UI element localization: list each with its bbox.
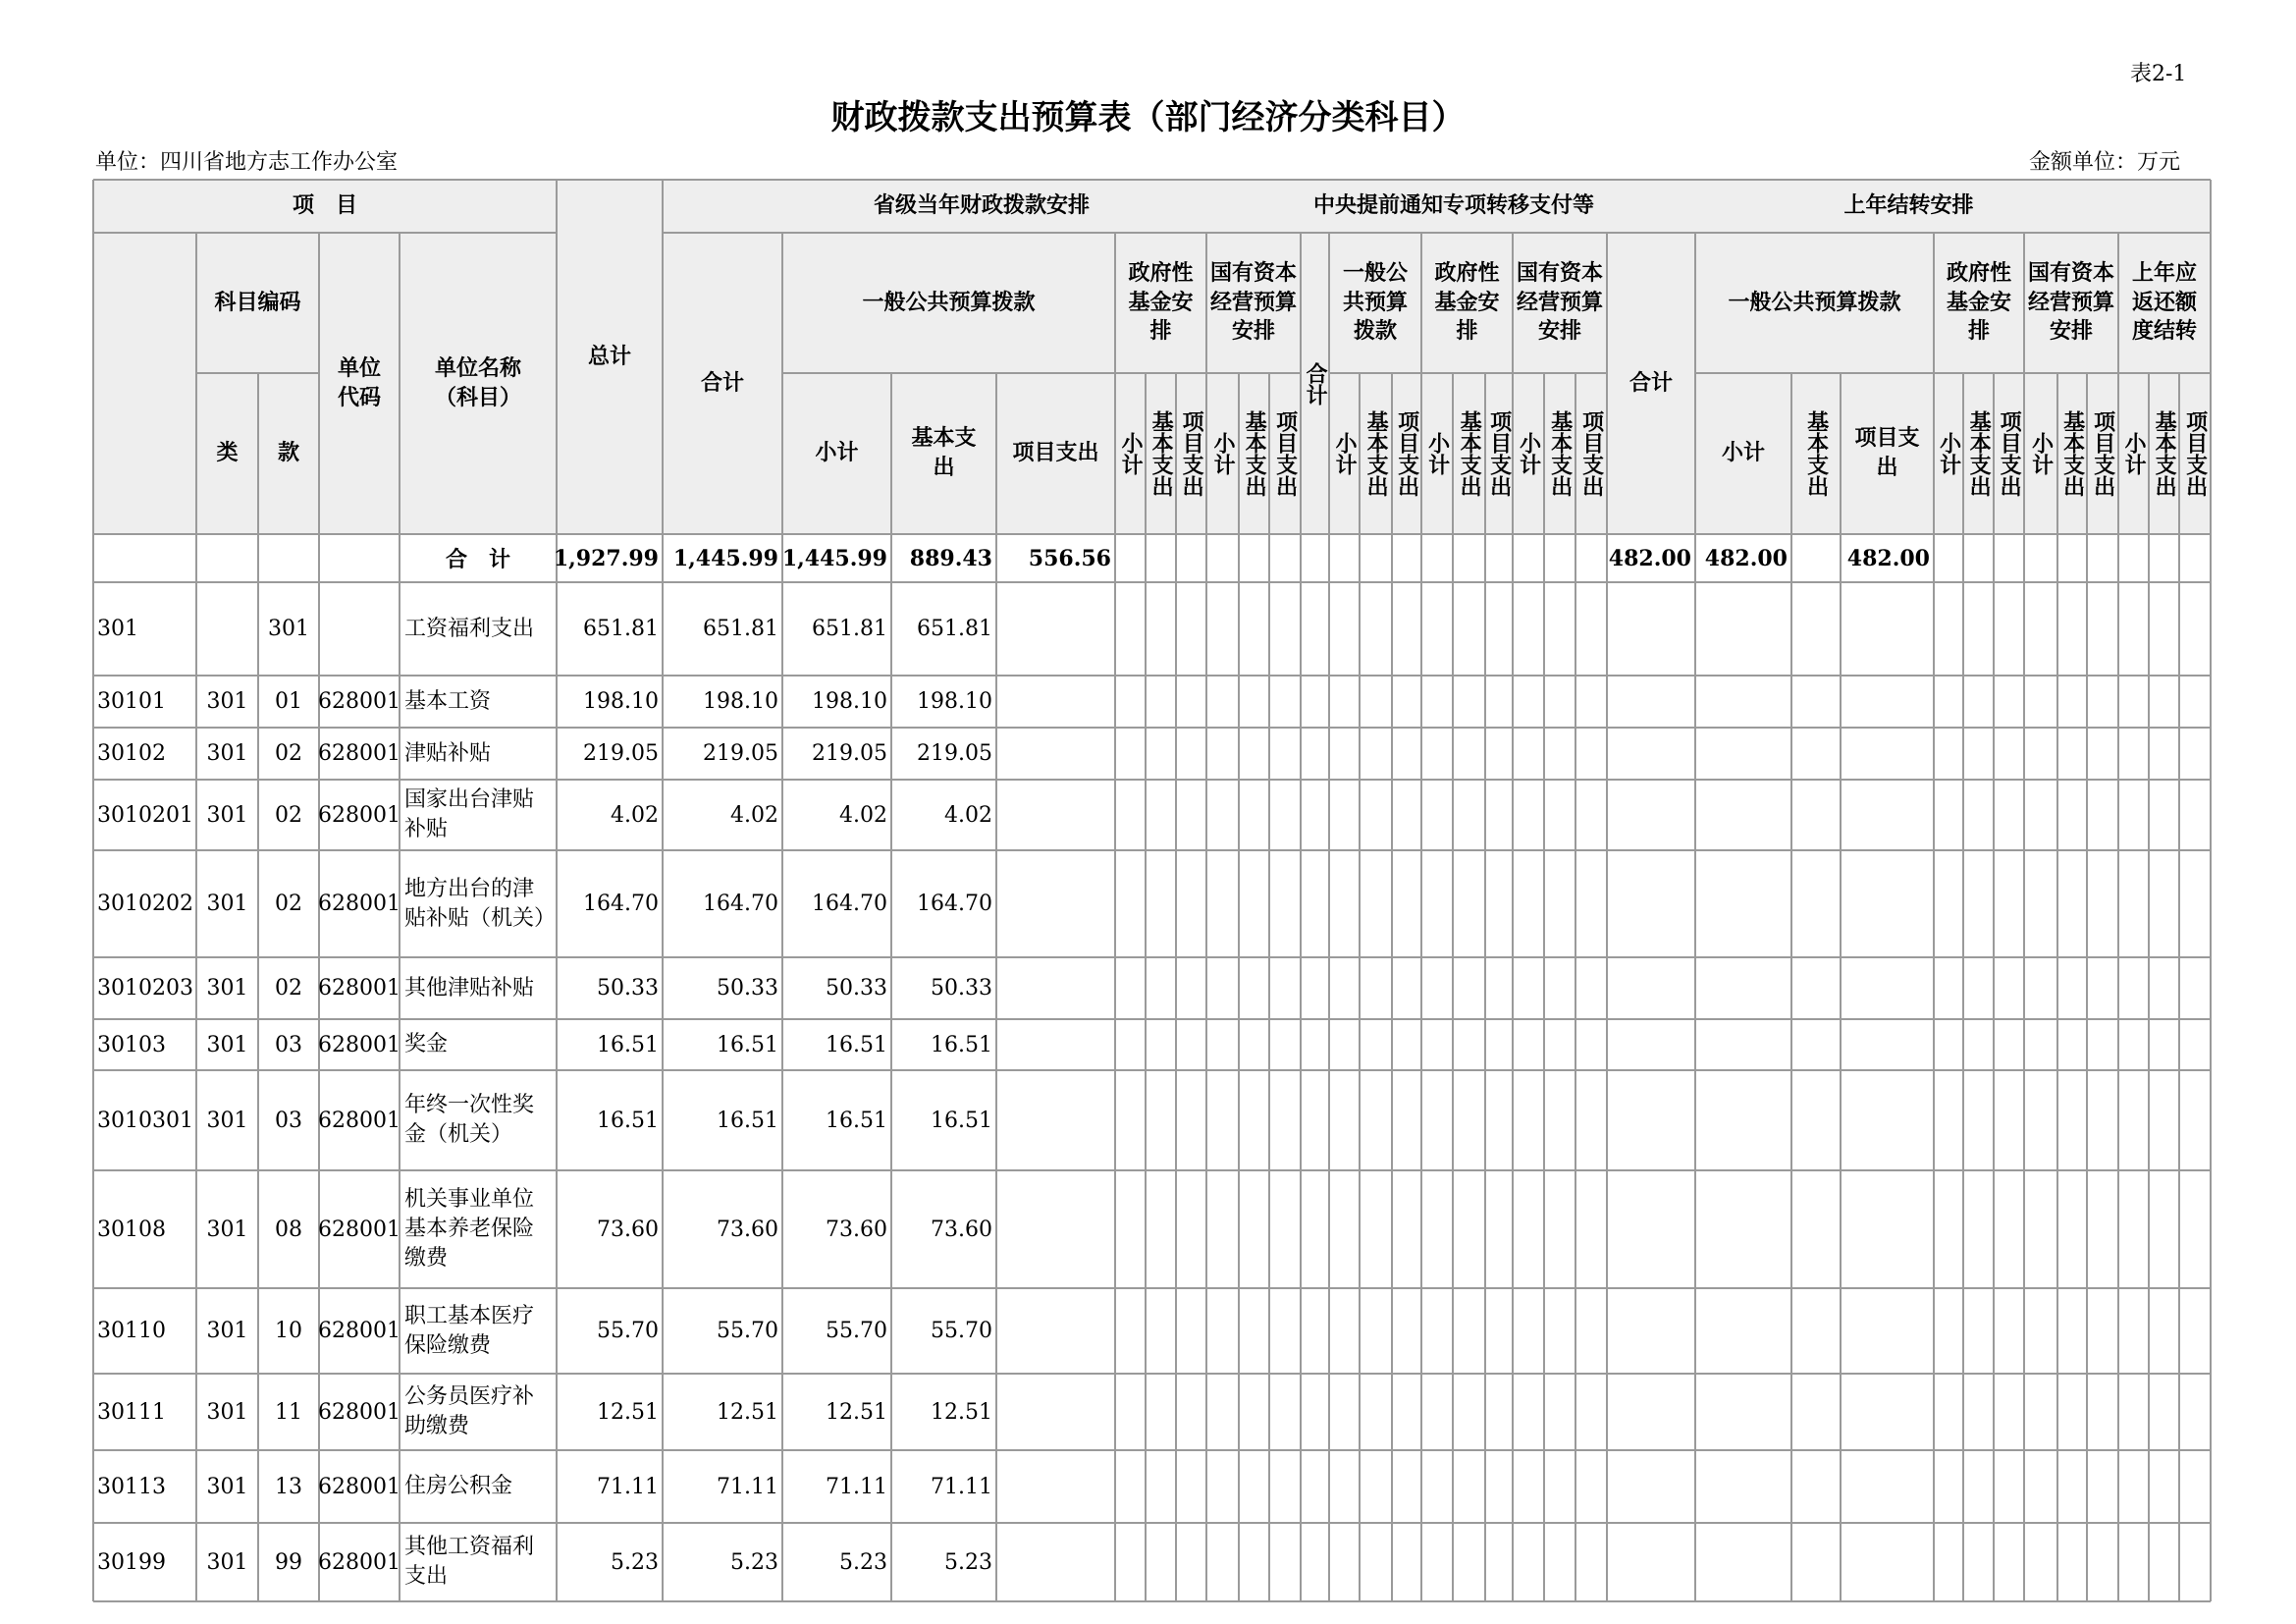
row-unit-code: 628001 <box>318 1217 400 1242</box>
row-kuan: 13 <box>275 1474 302 1499</box>
header-prior-refund-xiaoji-text: 小计 <box>2121 432 2148 475</box>
header-central-general-project <box>1392 373 1421 534</box>
header-central-state-capital-basic-text: 基本支出 <box>1547 410 1574 497</box>
row-lei: 301 <box>206 892 248 916</box>
total-row-value: 482.00 <box>1608 545 1691 571</box>
row-amount: 164.70 <box>917 892 992 916</box>
row-subject-code: 30101 <box>97 689 166 714</box>
header-gov-fund-project-text: 项目支出 <box>1179 410 1205 497</box>
row-subject-code: 30113 <box>97 1474 166 1499</box>
row-amount: 71.11 <box>597 1474 659 1499</box>
row-lei: 301 <box>206 1399 248 1425</box>
row-amount: 4.02 <box>611 802 659 828</box>
row-amount: 12.51 <box>717 1399 778 1425</box>
header-central-gov-fund-xiaoji-text: 小计 <box>1424 432 1451 475</box>
row-amount: 198.10 <box>703 689 778 714</box>
header-state-capital-project <box>1269 373 1301 534</box>
header-central-gov-fund: 政府性基金安排 <box>1434 259 1500 345</box>
header-central-state-capital-project <box>1575 373 1607 534</box>
row-amount: 198.10 <box>917 689 992 714</box>
header-prior-project: 项目支出 <box>1854 425 1920 480</box>
page-title: 财政拨款支出预算表（部门经济分类科目） <box>830 98 1466 137</box>
row-amount: 5.23 <box>730 1549 778 1575</box>
header-state-capital-xiaoji-text: 小计 <box>1210 432 1237 475</box>
header-provincial-heji: 合计 <box>700 369 744 396</box>
row-amount: 50.33 <box>717 976 778 1001</box>
row-unit-code: 628001 <box>318 1108 400 1133</box>
header-central-general-basic-text: 基本支出 <box>1363 410 1390 497</box>
row-unit-name: 职工基本医疗保险缴费 <box>404 1303 535 1358</box>
row-unit-code: 628001 <box>318 741 400 766</box>
header-state-capital: 国有资本经营预算安排 <box>1210 259 1298 345</box>
row-amount: 198.10 <box>583 689 659 714</box>
row-unit-name: 国家出台津贴补贴 <box>404 787 535 841</box>
header-prior-state-capital-project-text: 项目支出 <box>2090 410 2116 497</box>
row-amount: 4.02 <box>944 802 992 828</box>
row-amount: 55.70 <box>826 1319 887 1343</box>
header-state-capital-project-text: 项目支出 <box>1272 410 1299 497</box>
row-unit-name: 工资福利支出 <box>404 616 535 641</box>
row-unit-code: 628001 <box>318 1032 400 1057</box>
header-general-budget: 一般公共预算拨款 <box>862 289 1036 315</box>
header-state-capital-basic <box>1239 373 1269 534</box>
row-amount: 12.51 <box>826 1399 887 1425</box>
row-amount: 16.51 <box>717 1108 778 1133</box>
total-row-value: 1,445.99 <box>672 545 778 571</box>
header-prior-refund-xiaoji <box>2118 373 2149 534</box>
row-amount: 73.60 <box>826 1217 887 1242</box>
header-subject-code: 科目编码 <box>214 289 301 315</box>
header-unit-name: 单位名称（科目） <box>434 354 521 410</box>
row-subject-code: 30110 <box>97 1319 166 1343</box>
header-prior-state-capital-basic <box>2057 373 2087 534</box>
row-amount: 16.51 <box>597 1108 659 1133</box>
header-prior-state-capital-basic-text: 基本支出 <box>2059 410 2086 497</box>
header-prior-refund-basic <box>2149 373 2179 534</box>
header-gov-fund: 政府性基金安排 <box>1128 259 1194 345</box>
total-row-value: 889.43 <box>909 545 992 571</box>
row-lei: 301 <box>206 1474 248 1499</box>
row-amount: 16.51 <box>931 1108 992 1133</box>
row-amount: 164.70 <box>812 892 887 916</box>
header-central-state-capital: 国有资本经营预算安排 <box>1517 259 1604 345</box>
row-amount: 55.70 <box>597 1319 659 1343</box>
row-unit-name: 其他津贴补贴 <box>404 975 535 1001</box>
row-amount: 73.60 <box>931 1217 992 1242</box>
header-prior-gov-fund-project <box>1994 373 2024 534</box>
row-kuan: 02 <box>275 741 302 766</box>
row-amount: 71.11 <box>826 1474 887 1499</box>
row-amount: 651.81 <box>812 617 887 641</box>
header-central-general-basic <box>1360 373 1392 534</box>
header-prior-basic <box>1791 373 1841 534</box>
row-unit-name: 年终一次性奖金（机关） <box>404 1093 535 1147</box>
row-lei <box>196 582 258 676</box>
row-amount: 16.51 <box>826 1032 887 1057</box>
row-amount: 5.23 <box>839 1549 887 1575</box>
header-state-capital-xiaoji <box>1206 373 1239 534</box>
row-lei: 301 <box>206 1319 248 1343</box>
row-unit-code: 628001 <box>318 1319 400 1343</box>
header-provincial: 省级当年财政拨款安排 <box>873 192 1090 219</box>
row-amount: 50.33 <box>826 976 887 1001</box>
header-prior-state-capital-xiaoji <box>2024 373 2057 534</box>
row-amount: 219.05 <box>812 741 887 766</box>
header-central-general-project-text: 项目支出 <box>1394 410 1420 497</box>
row-unit-name: 机关事业单位基本养老保险缴费 <box>404 1187 535 1271</box>
row-amount: 219.05 <box>917 741 992 766</box>
header-prior-refund-project-text: 项目支出 <box>2182 410 2209 497</box>
header-gov-fund-xiaoji <box>1115 373 1146 534</box>
row-subject-code: 3010201 <box>97 802 193 828</box>
header-central-general-xiaoji <box>1329 373 1360 534</box>
row-subject-code: 3010202 <box>97 892 193 916</box>
row-amount: 50.33 <box>931 976 992 1001</box>
header-prior-xiaoji: 小计 <box>1721 440 1765 466</box>
header-gov-fund-basic <box>1146 373 1176 534</box>
header-prior-year: 上年结转安排 <box>1843 192 1974 219</box>
row-lei: 301 <box>206 689 248 714</box>
row-lei: 301 <box>206 1217 248 1242</box>
total-row-label: 合 计 <box>445 547 510 572</box>
header-prior-gov-fund: 政府性基金安排 <box>1946 259 2011 345</box>
header-central-gov-fund-project-text: 项目支出 <box>1486 410 1513 497</box>
row-kuan: 301 <box>268 617 309 641</box>
row-unit-name: 津贴补贴 <box>404 740 492 766</box>
header-prior-basic-text: 基本支出 <box>1803 410 1830 497</box>
row-kuan: 08 <box>275 1217 302 1242</box>
row-unit-name: 公务员医疗补助缴费 <box>404 1384 535 1438</box>
header-prior-refund-project <box>2179 373 2211 534</box>
row-amount: 12.51 <box>597 1399 659 1425</box>
row-unit-name: 住房公积金 <box>404 1474 513 1499</box>
row-amount: 50.33 <box>597 976 659 1001</box>
header-prior-heji: 合计 <box>1629 369 1673 396</box>
header-gov-fund-basic-text: 基本支出 <box>1148 410 1175 497</box>
row-amount: 5.23 <box>944 1549 992 1575</box>
header-kuan: 款 <box>277 440 299 466</box>
header-prior-state-capital-project <box>2087 373 2118 534</box>
header-central-heji-text: 合计 <box>1303 361 1329 406</box>
header-prior-refund-basic-text: 基本支出 <box>2152 410 2178 497</box>
row-amount: 4.02 <box>730 802 778 828</box>
total-row-value: 556.56 <box>1028 545 1111 571</box>
row-amount: 55.70 <box>717 1319 778 1343</box>
row-unit-name: 奖金 <box>404 1032 449 1057</box>
header-prior-general: 一般公共预算拨款 <box>1728 289 1901 315</box>
header-central-gov-fund-basic <box>1453 373 1485 534</box>
row-kuan: 02 <box>275 976 302 1001</box>
header-general-xiaoji: 小计 <box>815 440 859 466</box>
header-central-general-xiaoji-text: 小计 <box>1332 432 1359 475</box>
total-row-value: 1,445.99 <box>781 545 887 571</box>
row-lei: 301 <box>206 976 248 1001</box>
row-kuan: 02 <box>275 892 302 916</box>
row-subject-code: 30111 <box>97 1399 166 1425</box>
row-amount: 5.23 <box>611 1549 659 1575</box>
row-kuan: 01 <box>275 689 302 714</box>
total-row-value: 482.00 <box>1704 545 1788 571</box>
header-central: 中央提前通知专项转移支付等 <box>1312 192 1594 219</box>
header-central-state-capital-basic <box>1544 373 1575 534</box>
row-amount: 16.51 <box>931 1032 992 1057</box>
row-amount: 55.70 <box>931 1319 992 1343</box>
header-central-gov-fund-xiaoji <box>1421 373 1453 534</box>
row-unit-code: 628001 <box>318 1549 400 1575</box>
row-subject-code: 3010301 <box>97 1108 193 1133</box>
header-prior-gov-fund-project-text: 项目支出 <box>1997 410 2023 497</box>
row-subject-code: 3010203 <box>97 976 193 1001</box>
header-state-capital-basic-text: 基本支出 <box>1242 410 1268 497</box>
total-row-value: 1,927.99 <box>553 545 659 571</box>
row-amount: 219.05 <box>583 741 659 766</box>
header-gov-fund-project <box>1176 373 1206 534</box>
row-subject-code: 30199 <box>97 1549 166 1575</box>
row-unit-code: 628001 <box>318 976 400 1001</box>
row-amount: 219.05 <box>703 741 778 766</box>
row-kuan: 02 <box>275 802 302 828</box>
row-amount: 651.81 <box>703 617 778 641</box>
row-unit-code <box>319 582 400 676</box>
row-amount: 71.11 <box>717 1474 778 1499</box>
row-unit-code: 628001 <box>318 802 400 828</box>
header-central-state-capital-project-text: 项目支出 <box>1578 410 1605 497</box>
money-unit-label: 金额单位：万元 <box>2028 150 2180 175</box>
row-amount: 16.51 <box>826 1108 887 1133</box>
row-subject-code: 301 <box>97 617 138 641</box>
row-unit-name: 地方出台的津贴补贴（机关） <box>404 876 557 931</box>
header-central-gov-fund-basic-text: 基本支出 <box>1457 410 1483 497</box>
row-amount: 651.81 <box>917 617 992 641</box>
header-general-project: 项目支出 <box>1012 440 1099 466</box>
row-amount: 4.02 <box>839 802 887 828</box>
header-central-state-capital-xiaoji-text: 小计 <box>1516 432 1542 475</box>
row-amount: 73.60 <box>717 1217 778 1242</box>
row-amount: 73.60 <box>597 1217 659 1242</box>
header-total: 总计 <box>587 343 631 369</box>
row-kuan: 03 <box>275 1032 302 1057</box>
row-amount: 12.51 <box>931 1399 992 1425</box>
header-general-basic: 基本支出 <box>911 425 977 480</box>
header-unit-code: 单位代码 <box>337 354 381 410</box>
row-unit-name: 基本工资 <box>404 688 492 714</box>
row-lei: 301 <box>206 741 248 766</box>
header-prior-state-capital: 国有资本经营预算安排 <box>2028 259 2115 345</box>
row-subject-code: 30103 <box>97 1032 166 1057</box>
header-prior-refund: 上年应返还额度结转 <box>2131 259 2197 345</box>
header-prior-gov-fund-xiaoji-text: 小计 <box>1936 432 1962 475</box>
unit-label: 单位：四川省地方志工作办公室 <box>95 150 399 175</box>
row-amount: 164.70 <box>583 892 659 916</box>
row-unit-code: 628001 <box>318 1474 400 1499</box>
total-row-value: 482.00 <box>1846 545 1930 571</box>
row-amount: 164.70 <box>703 892 778 916</box>
row-subject-code: 30102 <box>97 741 166 766</box>
row-unit-name: 其他工资福利支出 <box>404 1535 535 1589</box>
header-central-gov-fund-project <box>1485 373 1513 534</box>
header-central-heji <box>1301 233 1329 534</box>
row-kuan: 99 <box>275 1549 302 1575</box>
row-amount: 16.51 <box>717 1032 778 1057</box>
row-amount: 71.11 <box>931 1474 992 1499</box>
header-gov-fund-xiaoji-text: 小计 <box>1118 432 1145 475</box>
table-number: 表2-1 <box>2130 62 2187 86</box>
row-unit-code: 628001 <box>318 1399 400 1425</box>
header-prior-gov-fund-basic <box>1963 373 1994 534</box>
row-kuan: 11 <box>275 1399 302 1425</box>
row-lei: 301 <box>206 1032 248 1057</box>
row-amount: 198.10 <box>812 689 887 714</box>
row-unit-code: 628001 <box>318 892 400 916</box>
row-lei: 301 <box>206 1108 248 1133</box>
row-amount: 16.51 <box>597 1032 659 1057</box>
row-lei: 301 <box>206 1549 248 1575</box>
header-prior-gov-fund-basic-text: 基本支出 <box>1966 410 1993 497</box>
row-unit-code: 628001 <box>318 689 400 714</box>
row-subject-code: 30108 <box>97 1217 166 1242</box>
header-lei: 类 <box>216 440 239 466</box>
row-kuan: 10 <box>275 1319 302 1343</box>
row-kuan: 03 <box>275 1108 302 1133</box>
header-project: 项 目 <box>292 192 357 219</box>
header-prior-state-capital-xiaoji-text: 小计 <box>2028 432 2055 475</box>
header-central-state-capital-xiaoji <box>1513 373 1544 534</box>
header-prior-gov-fund-xiaoji <box>1934 373 1963 534</box>
header-central-general: 一般公共预算拨款 <box>1342 259 1408 345</box>
row-lei: 301 <box>206 802 248 828</box>
row-amount: 651.81 <box>583 617 659 641</box>
